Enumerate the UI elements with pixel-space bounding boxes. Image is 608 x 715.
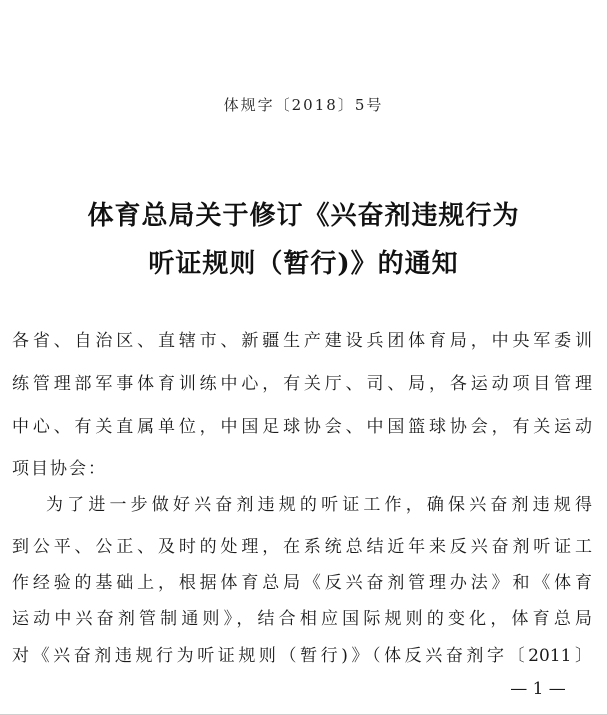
document-number: 体规字〔2018〕5号 (223, 96, 384, 114)
page-number: — 1 — (510, 679, 566, 699)
document-title-line-2: 听证规则（暂行)》的通知 (148, 249, 459, 279)
body-line-1: 各省、自治区、直辖市、新疆生产建设兵团体育局，中央军委训 (12, 331, 592, 351)
body-line-9: 对《兴奋剂违规行为听证规则（暂行)》（体反兴奋剂字〔2011〕 (12, 646, 592, 666)
body-line-8: 运动中兴奋剂管制通则》，结合相应国际规则的变化，体育总局 (12, 609, 592, 629)
body-line-5: 为了进一步做好兴奋剂违规的听证工作，确保兴奋剂违规得 (46, 495, 592, 515)
document-title-line-1: 体育总局关于修订《兴奋剂违规行为 (87, 201, 520, 231)
body-line-2: 练管理部军事体育训练中心，有关厅、司、局，各运动项目管理 (12, 374, 592, 394)
body-line-4: 项目协会： (12, 459, 107, 479)
body-line-6: 到公平、公正、及时的处理，在系统总结近年来反兴奋剂听证工 (12, 537, 592, 557)
body-line-7: 作经验的基础上，根据体育总局《反兴奋剂管理办法》和《体育 (12, 573, 592, 593)
body-line-3: 中心、有关直属单位，中国足球协会、中国篮球协会，有关运动 (12, 417, 592, 437)
